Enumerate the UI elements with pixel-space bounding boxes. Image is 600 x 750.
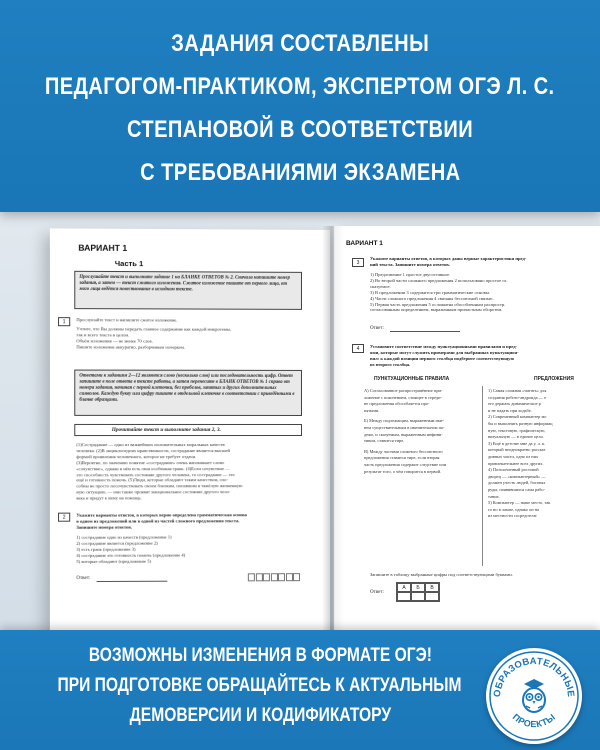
task-3-options [370, 272, 600, 313]
task-1-line: Учтите, что Вы должны передать главное содержание как каждой микротемы, [76, 326, 232, 332]
column-divider [482, 386, 483, 566]
task-2-line: Запишите номера ответов. [76, 524, 132, 530]
grid-cell [411, 592, 425, 601]
sentence-line: тание. [488, 493, 500, 499]
sentence-line: го но в лампе, однако он на [488, 506, 539, 512]
task-3-answer-line [390, 331, 460, 332]
left-variant-title: ВАРИАНТ 1 [78, 242, 128, 253]
task-3-answer-label: Ответ: [370, 326, 384, 331]
passage-line: века и придут к нему на помощь. [76, 495, 142, 501]
answer-rules-text: Ответами к заданиям 2—12 являются слово (несколько слов) или последовательность цифр. Ответ запишите в поле ответа в тексте работы, а затем перенесите в БЛАНК ОТВЕТОВ № 1 справа от номера задания, начиная с первой клеточки, без пробелов, запятых и других дополнительных символов. Каждую букву или цифру пишите в отдельной клеточке в соответствии с приведёнными в бланке образцами. [79, 373, 295, 403]
rule-line: ложение с пояснением, стоящее в середи- [364, 394, 442, 400]
passage-line: формой проявления человечного, которое не требует отдачи. [76, 453, 197, 460]
task-2-option: 1) сострадание одно из качеств (предложение 1) [76, 534, 172, 540]
passage-line: ную ситуацию, — они также проявят эмоциональное состояние другого чело- [76, 489, 231, 495]
bottom-banner-text-3: ДЕМОВЕРСИИ И КОДИФИКАТОРУ [129, 704, 391, 726]
rule-line: тивом, ставится тире. [364, 438, 405, 444]
rule-line: Б) Между подлежащим, выраженным име- [364, 418, 445, 424]
task-2-line: в одном из предложений или в одной из частей сложного предложения текста. [76, 518, 240, 524]
task-2-option: 5) которые обладают (предложение 5) [76, 558, 152, 564]
right-variant-title: ВАРИАНТ 1 [346, 240, 383, 247]
task-2-text [76, 512, 308, 530]
task-1-line: так и всего текста в целом. [76, 332, 130, 338]
sentence-line: 1) Самая сложная «читать» для [488, 388, 547, 393]
task-2-answer-line [97, 581, 168, 582]
task-1-text [76, 317, 308, 350]
rule-line: не предложения обособляется про- [364, 401, 430, 407]
fill-table-instruction: Запишите в таблицу выбранные цифры под соответствующими буквами. [370, 572, 513, 577]
rule-line: нем существительным в именительном па- [364, 424, 445, 430]
rules-column [364, 388, 482, 475]
task-3-option: 5) Первая часть предложения 5 осложнена обособленным распростр. [370, 301, 506, 307]
task-3-text [370, 256, 600, 268]
rule-line: результат того, о чём говорится в первой. [364, 468, 442, 474]
top-banner-line-3: СТЕПАНОВОЙ В СООТВЕТСТВИИ [126, 116, 474, 143]
task-2-line: Укажите варианты ответов, в которых верно определена грамматическая основа [76, 512, 247, 518]
rule-line: А) Согласованное распространённое при- [364, 388, 443, 393]
task-2-number: 2 [58, 513, 70, 522]
task-4-text [370, 344, 600, 368]
book-gutter-shadow [322, 226, 344, 644]
passage-line: (1)Сострадание — одно из важнейших положительных моральных качеств [76, 442, 225, 448]
task-4-line: из второго столбца. [370, 361, 411, 367]
top-banner-line-4: С ТРЕБОВАНИЯМИ ЭКЗАМЕНА [139, 159, 461, 186]
grid-letter-b: Б [411, 583, 425, 592]
passage-line: собны не просто посочувствовать своим близким, попавшим в тяжёлую жизненную [76, 483, 243, 489]
left-part-title: Часть 1 [114, 258, 144, 269]
sentence-line: 2) Современный компьютер мо [488, 414, 547, 420]
logo-text-bottom: ПРОЕКТЫ [510, 711, 558, 730]
sentence-line: 4) Позолоченный ростовой [488, 467, 539, 473]
logo-text-top: ОБРАЗОВАТЕЛЬНЫЕ [491, 655, 577, 698]
task-2-option: 4) сострадание это готовность помочь (предложение 4) [76, 552, 186, 558]
task-4-number: 4 [352, 344, 364, 353]
task-3-option: 1) Предложение 1 простое двусоставное. [370, 272, 451, 277]
answer-letter-grid [396, 582, 440, 602]
bottom-banner-line-2 [0, 670, 520, 700]
bottom-banner-text-1: ВОЗМОЖНЫ ИЗМЕНЕНИЯ В ФОРМАТЕ ОГЭ! [88, 644, 432, 666]
task-3-option: 2) Во второй части сложного предложения 2 использовано простое гл. [370, 277, 508, 283]
sentence-line: дворец — «компьютерный» — [488, 473, 546, 479]
task-1-line: Объём изложения — не менее 70 слов. [76, 338, 153, 344]
top-banner-line-1: ЗАДАНИЯ СОСТАВЛЕНЫ [171, 30, 429, 57]
left-page [50, 228, 330, 631]
top-banner-line-2: ПЕДАГОГОМ-ПРАКТИКОМ, ЭКСПЕРТОМ ОГЭ Л. С. [45, 73, 555, 100]
task-4-line: вил: к каждой позиции первого столбца подберите соответствующую [370, 355, 514, 361]
intro-instruction-text: Прослушайте текст и выполните задание 1 на БЛАНКЕ ОТВЕТОВ № 2. Сначала напишите номер задания, а затем — текст сжатого изложения. Сжатое изложение пишите от первого лица, от мого лица ведётся повествование в исходном тексте. [79, 274, 290, 293]
task-3-option: 3) В предложении 3 содержится три грамматические основы. [370, 289, 491, 295]
read-text-box [74, 424, 302, 436]
sentence-line: создания робото-андроида — е [488, 394, 547, 400]
passage-line: человека. (2)В энциклопедиях нравственности, сострадание является высшей [76, 447, 230, 454]
sentence-line: из местности сосредоточе [488, 513, 537, 519]
task-4-line: Установите соответствие между пунктуационными правилами и пред- [370, 344, 518, 349]
sentence-line: визуальную — в единое цело. [488, 434, 544, 440]
bottom-banner-line-1 [0, 640, 520, 670]
task-4-line: ями, которые могут служить примерами для выбранных пунктуацион- [370, 349, 519, 355]
task-3-number: 3 [352, 258, 364, 267]
task-3-line: Укажите варианты ответов, в которых даны верные характеристики пред- [370, 256, 527, 261]
task-2-option: 2) сострадание является (предложение 2) [76, 540, 158, 546]
sentence-line: дивных чисел, одно из них [488, 453, 539, 459]
rule-line: предложения ставится тире, если вторая [364, 455, 440, 461]
top-banner [0, 0, 600, 212]
task-3-option: согласованным определением, выраженным причастным оборотом. [370, 307, 503, 313]
rule-line: пятыми. [364, 407, 380, 413]
passage-line: «сочувствие», однако в нём есть своя особенная грань. (4)Если сочувствие — [76, 465, 230, 471]
sentence-line: 3) Ещё в детстве мне да у. л. к. [488, 440, 546, 446]
rule-line: деже, и сказуемым, выраженным инфини- [364, 431, 443, 437]
task-1-line: Пишите изложение аккуратно, разборчивым почерком. [76, 343, 186, 350]
sentence-line: руды, появившихся сама рабо- [488, 486, 546, 492]
open-book [0, 222, 600, 662]
task-4-answer-label: Ответ: [370, 590, 384, 595]
rule-line: В) Между частями сложного бессоюзного [364, 448, 443, 454]
task-1-number: 1 [58, 317, 70, 326]
sentence-line: привлекательнее всех других. [488, 460, 544, 466]
publisher-logo-graphic [486, 648, 582, 744]
task-1-line: Прослушайте текст и напишите сжатое изложение. [76, 317, 178, 323]
grid-letter-v: В [425, 583, 439, 592]
grid-cell [397, 592, 411, 601]
rule-line: часть предложения содержит следствие или [364, 461, 447, 467]
owl-icon [523, 679, 545, 712]
rules-column-header: ПУНКТУАЦИОННЫЕ ПРАВИЛА [374, 376, 450, 382]
bottom-banner-text-2: ПРИ ПОДГОТОВКЕ ОБРАЩАЙТЕСЬ К АКТУАЛЬНЫМ [57, 674, 462, 696]
sentence-line: бы и выполнять разную информац [488, 420, 553, 426]
publisher-logo [486, 648, 582, 744]
task-2-answer-label: Ответ: [76, 576, 91, 582]
read-text-heading: Прочитайте текст и выполните задания 2, 3. [111, 426, 221, 434]
sentences-column [488, 388, 600, 520]
answer-rules-box [74, 370, 302, 416]
passage-line: ещё и готовность помочь. (5)Люди, которые обладают таким качеством, спо- [76, 477, 228, 483]
sentences-column-header: ПРЕДЛОЖЕНИЯ [534, 376, 574, 382]
passage-line: (3)Вероятно, по значению понятие «сострадание» очень напоминает слово [76, 459, 225, 465]
bottom-banner-line-3 [0, 700, 520, 730]
sentence-line: его держать динамическое р [488, 401, 541, 407]
sentence-line: 5) Компьютер — наше место, так [488, 500, 551, 506]
passage-line: это способность чувствовать состояние другого человека, то сострадание — это [76, 471, 235, 477]
task-2-options [76, 534, 308, 564]
sentence-line: должен учесть людей, богатых [488, 480, 546, 486]
task-2-option: 3) есть грань (предложение 3) [76, 546, 136, 552]
task-3-option: 4) Части сложного предложения 4 связаны бессоюзной связью. [370, 295, 494, 301]
sentence-line: ную, текстовую, графическую, [488, 427, 546, 433]
sentence-line: и не падать при ходьбе. [488, 407, 532, 413]
grid-letter-a: А [397, 583, 411, 592]
task-2-answer-cells [248, 573, 301, 581]
task-3-line: ний текста. Запишите номера ответов. [370, 261, 450, 267]
grid-cell [425, 592, 439, 601]
sentence-line: который неоднократно рассказ [488, 447, 546, 453]
intro-instruction-box [74, 271, 302, 310]
right-page [334, 226, 600, 644]
reading-passage [76, 442, 308, 502]
task-3-option: сказуемое. [370, 283, 391, 289]
